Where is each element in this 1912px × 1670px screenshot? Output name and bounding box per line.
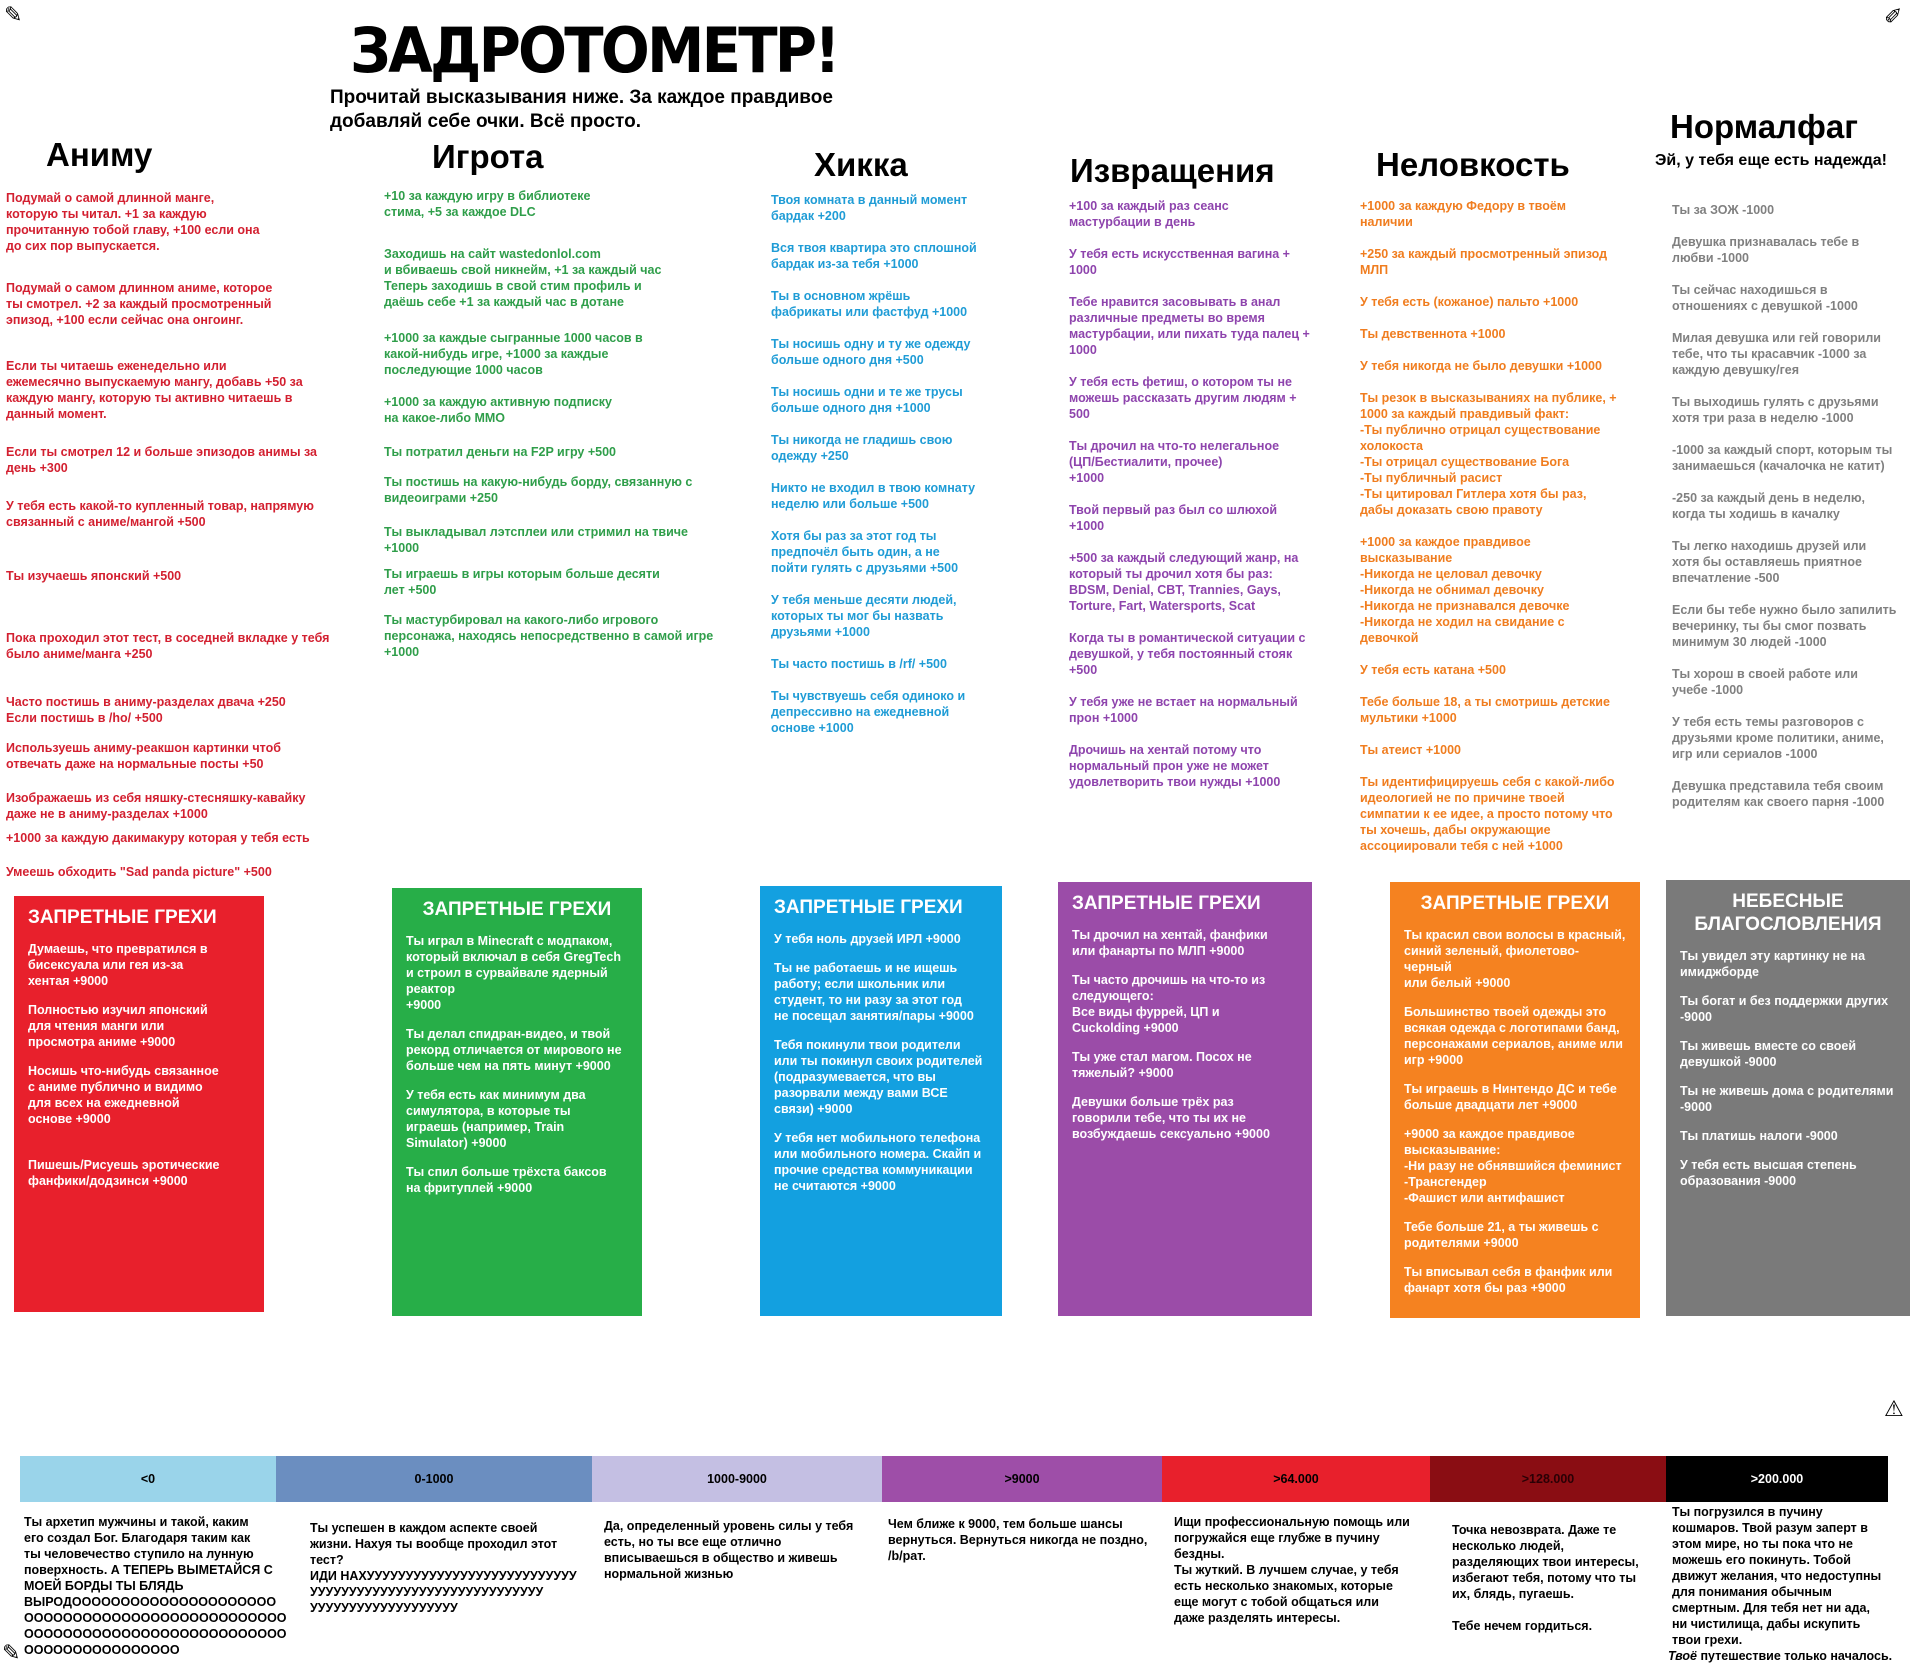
list-item: Ты атеист +1000 — [1360, 743, 1461, 757]
column-title-games: Игрота — [432, 138, 544, 175]
list-item: Ты платишь налоги -9000 — [1680, 1129, 1838, 1143]
list-item: У тебя есть высшая степень образования -9000 — [1680, 1158, 1857, 1188]
scale-segment-over-64000 — [1162, 1456, 1430, 1502]
list-item: Никто не входил в твою комнату неделю или больше +500 — [771, 481, 976, 511]
list-item: Ты в основном жрёшь фабрикаты или фастфуд +1000 — [771, 289, 968, 319]
list-item: Ты потратил деньги на F2P игру +500 — [384, 445, 616, 459]
scale-description: Точка невозврата. Даже те несколько людей, разделяющих твои интересы, избегают тебя, потому что ты их, блядь, пугаешь. Тебе нечем гордиться. — [1452, 1523, 1639, 1633]
list-item: Тебя покинули твои родители или ты покинул своих родителей (подразумевается, что вы разорвали между вами ВСЕ связи) +9000 — [774, 1038, 983, 1116]
list-item: Полностью изучил японский для чтения манги или просмотра аниме +9000 — [28, 1003, 208, 1049]
list-item: Милая девушка или гей говорили тебе, что ты красавчик -1000 за каждую девушку/гея — [1672, 331, 1881, 377]
list-item: Ты делал спидран-видео, и твой рекорд отличается от мирового не больше чем на пять минут +9000 — [406, 1027, 622, 1073]
list-item: Тебе больше 21, а ты живешь с родителями +9000 — [1404, 1220, 1599, 1250]
scale-description: Чем ближе к 9000, тем больше шансы вернуться. Вернуться никогда не поздно, /b/рат. — [888, 1517, 1148, 1563]
scale-label: >9000 — [1004, 1472, 1040, 1486]
list-item: Умеешь обходить "Sad panda picture" +500 — [6, 865, 272, 879]
list-item: Изображаешь из себя няшку-стесняшку-кавайку даже не в аниму-разделах +1000 — [6, 791, 306, 821]
scale-label: 0-1000 — [414, 1472, 454, 1486]
corner-doodle-icon: ⚠ — [1884, 1396, 1904, 1421]
list-item: Ты за ЗОЖ -1000 — [1672, 203, 1775, 217]
final-note-italic: Твоё — [1668, 1649, 1697, 1663]
list-item: Ты часто постишь в /rf/ +500 — [771, 657, 947, 671]
list-item: Подумай о самой длинной манге, которую ты читал. +1 за каждую прочитанную тобой главу, +100 если она до сих пор выпускается. — [6, 191, 260, 253]
list-item: +1000 за каждую активную подписку на какое-либо ММО — [384, 395, 613, 425]
list-item: Ты носишь одну и ту же одежду больше одного дня +500 — [771, 337, 971, 367]
list-item: Девушка признавалась тебе в любви -1000 — [1672, 235, 1860, 265]
list-item: Ты увидел эту картинку не на имиджборде — [1680, 949, 1866, 979]
forbidden-sins-anime-box — [14, 896, 264, 1312]
list-item: Ты постишь на какую-нибудь борду, связанную с видеоиграми +250 — [384, 475, 693, 505]
list-item: Ты уже стал магом. Посох не тяжелый? +9000 — [1072, 1050, 1252, 1080]
list-item: Ты вписывал себя в фанфик или фанарт хотя бы раз +9000 — [1404, 1265, 1613, 1295]
scale-segment-below-zero — [20, 1456, 276, 1502]
box-title: ЗАПРЕТНЫЕ ГРЕХИ — [774, 897, 963, 918]
list-item: Носишь что-нибудь связанное с аниме публично и видимо для всех на ежедневной основе +9000 — [28, 1064, 219, 1126]
list-item: Пишешь/Рисуешь эротические фанфики/додзинси +9000 — [28, 1158, 220, 1188]
list-item: Ты часто дрочишь на что-то из следующего: Все виды фуррей, ЦП и Cuckolding +9000 — [1072, 973, 1266, 1035]
column-title-normalfag: Нормалфаг — [1670, 108, 1858, 145]
corner-doodle-icon: ✐ — [1884, 4, 1903, 29]
list-item: Ты не работаешь и не ищешь работу; если школьник или студент, то ни разу за этот год не посещал занятия/пары +9000 — [774, 961, 974, 1023]
column-title-awkwardness: Неловкость — [1376, 146, 1570, 183]
scale-segment-over-200000 — [1666, 1456, 1888, 1502]
list-item: Если ты смотрел 12 и больше эпизодов анимы за день +300 — [6, 445, 318, 475]
list-item: Ты мастурбировал на какого-либо игрового персонажа, находясь непосредственно в самой игре +1000 — [384, 613, 714, 659]
list-item: +9000 за каждое правдивое высказывание: -Ни разу не обнявшийся феминист -Трансгендер -Фашист или антифашист — [1404, 1127, 1622, 1205]
list-item: Ты чувствуешь себя одиноко и депрессивно на ежедневной основе +1000 — [771, 689, 966, 735]
list-item: У тебя никогда не было девушки +1000 — [1360, 359, 1602, 373]
list-item: +1000 за каждую дакимакуру которая у тебя есть — [6, 831, 310, 845]
list-item: Ты выкладывал лэтсплеи или стримил на твиче +1000 — [384, 525, 688, 555]
list-item: Используешь аниму-реакшон картинки чтоб отвечать даже на нормальные посты +50 — [6, 741, 281, 771]
list-item: У тебя есть искусственная вагина + 1000 — [1069, 247, 1290, 277]
list-item: Ты дрочил на что-то нелегальное (ЦП/Бестиалити, прочее) +1000 — [1069, 439, 1280, 485]
list-item: Ты никогда не гладишь свою одежду +250 — [771, 433, 953, 463]
list-item: Ты дрочил на хентай, фанфики или фанарты по МЛП +9000 — [1072, 928, 1268, 958]
list-item: Ты выходишь гулять с друзьями хотя три раза в неделю -1000 — [1672, 395, 1879, 425]
list-item: +500 за каждый следующий жанр, на который ты дрочил хотя бы раз: BDSM, Denial, CBT, Trannies, Gays, Torture, Fart, Watersports, Scat — [1069, 551, 1299, 613]
list-item: +10 за каждую игру в библиотеке стима, +5 за каждое DLC — [384, 189, 591, 219]
list-item: Если бы тебе нужно было запилить вечеринку, ты бы смог позвать минимум 30 людей -1000 — [1672, 603, 1897, 649]
scale-description: Ты архетип мужчины и такой, каким его создал Бог. Благодаря таким как ты человечество ступило на лунную поверхность. А ТЕПЕРЬ ВЫМЕТАЙСЯ С МОЕЙ БОРДЫ ТЫ БЛЯДЬ ВЫРОДООООООООООООООООООООО ООООООООООООООООООООООООООО ООООООООООООООООООООООООООО ОООООООООООООООО — [24, 1515, 287, 1657]
box-title: ЗАПРЕТНЫЕ ГРЕХИ — [28, 907, 217, 928]
scale-description: Ищи профессиональную помощь или погружайся еще глубже в пучину бездны. Ты жуткий. В лучшем случае, у тебя есть несколько знакомых, которые еще могут с тобой общаться или даже разделять интересы. — [1174, 1515, 1410, 1625]
box-title: ЗАПРЕТНЫЕ ГРЕХИ — [1420, 893, 1610, 914]
list-item: У тебя есть темы разговоров с друзьями кроме политики, аниме, игр или сериалов -1000 — [1672, 715, 1884, 761]
list-item: Когда ты в романтической ситуации с девушкой, у тебя постоянный стояк +500 — [1069, 631, 1306, 677]
page-title: ЗАДРОТОМЕТР! — [350, 14, 838, 87]
list-item: Пока проходил этот тест, в соседней вкладке у тебя было аниме/манга +250 — [6, 631, 330, 661]
list-item: У тебя есть катана +500 — [1360, 663, 1506, 677]
list-item: У тебя есть (кожаное) пальто +1000 — [1360, 295, 1579, 309]
list-item: Девушки больше трёх раз говорили тебе, что ты их не возбуждаешь сексуально +9000 — [1072, 1095, 1270, 1141]
list-item: У тебя есть фетиш, о котором ты не можешь рассказать другим людям + 500 — [1069, 375, 1297, 421]
scale-description: Да, определенный уровень силы у тебя есть, но ты все еще отлично вписываешься в общество и живешь нормальной жизнью — [604, 1519, 854, 1581]
scale-label: >64.000 — [1273, 1472, 1319, 1486]
perversions-items — [1069, 198, 1334, 802]
heavenly-blessings-box — [1666, 880, 1910, 1316]
list-item: Вся твоя квартира это сплошной бардак из-за тебя +1000 — [771, 241, 977, 271]
list-item: Ты сейчас находишься в отношениях с девушкой -1000 — [1672, 283, 1858, 313]
list-item: Если ты читаешь еженедельно или ежемесячно выпускаемую мангу, добавь +50 за каждую мангу, которую ты активно читаешь в данный момент. — [6, 359, 303, 421]
box-title: НЕБЕСНЫЕ БЛАГОСЛОВЛЕНИЯ — [1694, 891, 1882, 935]
scale-label: 1000-9000 — [707, 1472, 767, 1486]
scale-segment-0-1000 — [276, 1456, 592, 1502]
list-item: У тебя меньше десяти людей, которых ты мог бы назвать друзьями +1000 — [771, 593, 957, 639]
list-item: Ты не живешь дома с родителями -9000 — [1680, 1084, 1894, 1114]
forbidden-sins-games-box — [392, 888, 642, 1316]
list-item: Ты носишь одни и те же трусы больше одного дня +1000 — [771, 385, 963, 415]
list-item: Ты идентифицируешь себя с какой-либо идеологией не по причине твоей симпатии к ее идее, а просто потому что ты хочешь, дабы окружающие ассоциировали тебя с ней +1000 — [1360, 775, 1615, 853]
list-item: +250 за каждый просмотренный эпизод МЛП — [1360, 247, 1608, 277]
anime-items — [6, 190, 356, 892]
list-item: У тебя уже не встает на нормальный прон +1000 — [1069, 695, 1298, 725]
list-item: +1000 за каждое правдивое высказывание -Никогда не целовал девочку -Никогда не обнимал девочку -Никогда не признавался девочке -Никогда не ходил на свидание с девочкой — [1360, 535, 1570, 645]
list-item: +100 за каждый раз сеанс мастурбации в день — [1069, 199, 1229, 229]
final-note — [1668, 1649, 1892, 1663]
forbidden-sins-perversions-box — [1058, 882, 1312, 1316]
scale-label: >200.000 — [1750, 1472, 1804, 1486]
normalfag-items — [1672, 202, 1908, 822]
scale-description: Ты погрузился в пучину кошмаров. Твой разум заперт в этом мире, но ты пока что не можешь его покинуть. Тобой движут желания, что недоступны для понимания обычным смертным. Для тебя нет ни ада, ни чистилища, дабы искупить твои грехи. — [1672, 1505, 1882, 1647]
list-item: Заходишь на сайт wastedonlol.com и вбиваешь свой никнейм, +1 за каждый час Теперь заходишь в свой стим профиль и даёшь себе +1 за каждый час в дотане — [384, 247, 662, 309]
list-item: +1000 за каждые сыгранные 1000 часов в какой-нибудь игре, +1000 за каждые последующие 1000 часов — [384, 331, 643, 377]
box-title: ЗАПРЕТНЫЕ ГРЕХИ — [422, 899, 612, 920]
scale-label: >128.000 — [1521, 1472, 1575, 1486]
list-item: Ты играл в Minecraft с модпаком, который включал в себя GregTech и строил в сурвайвале ядерный реактор +9000 — [406, 934, 621, 1012]
list-item: У тебя нет мобильного телефона или мобильного номера. Скайп и прочие средства коммуникации не считаются +9000 — [774, 1131, 982, 1193]
hikka-items — [771, 192, 1011, 748]
scale-label: <0 — [140, 1472, 156, 1486]
list-item: Хотя бы раз за этот год ты предпочёл быть один, а не пойти гулять с друзьями +500 — [771, 529, 959, 575]
games-items — [384, 188, 744, 672]
list-item: Дрочишь на хентай потому что нормальный прон уже не может удовлетворить твои нужды +1000 — [1069, 743, 1281, 789]
list-item: Ты играешь в Нинтендо ДС и тебе больше двадцати лет +9000 — [1404, 1082, 1617, 1112]
list-item: Думаешь, что превратился в бисексуала или гея из-за хентая +9000 — [28, 942, 208, 988]
column-title-perversions: Извращения — [1070, 152, 1275, 189]
forbidden-sins-hikka-box — [760, 886, 1002, 1316]
list-item: Подумай о самом длинном аниме, которое ты смотрел. +2 за каждый просмотренный эпизод, +100 если сейчас она онгоинг. — [6, 281, 273, 327]
scale-segment-over-128000 — [1430, 1456, 1666, 1502]
list-item: Твой первый раз был со шлюхой +1000 — [1069, 503, 1278, 533]
list-item: Часто постишь в аниму-разделах двача +250 Если постишь в /ho/ +500 — [6, 695, 286, 725]
list-item: Ты спил больше трёхста баксов на фритуплей +9000 — [406, 1165, 607, 1195]
forbidden-sins-awkwardness-box — [1390, 882, 1640, 1318]
scale-segment-1000-9000 — [592, 1456, 882, 1502]
list-item: Твоя комната в данный момент бардак +200 — [771, 193, 968, 223]
list-item: Ты живешь вместе со своей девушкой -9000 — [1680, 1039, 1857, 1069]
column-title-anime: Аниму — [46, 136, 153, 173]
page-subtitle: Прочитай высказывания ниже. За каждое правдивое добавляй себе очки. Всё просто. — [330, 87, 833, 132]
list-item: -250 за каждый день в неделю, когда ты ходишь в качалку — [1672, 491, 1866, 521]
box-title: ЗАПРЕТНЫЕ ГРЕХИ — [1072, 893, 1261, 914]
list-item: Ты изучаешь японский +500 — [6, 569, 182, 583]
list-item: Ты легко находишь друзей или хотя бы оставляешь приятное впечатление -500 — [1672, 539, 1867, 585]
corner-doodle-icon: ✎ — [4, 2, 23, 27]
list-item: У тебя есть как минимум два симулятора, в которые ты играешь (например, Train Simulator) +9000 — [406, 1088, 586, 1150]
list-item: У тебя ноль друзей ИРЛ +9000 — [774, 932, 961, 946]
scale-segment-over-9000 — [882, 1456, 1162, 1502]
list-item: Тебе больше 18, а ты смотришь детские мультики +1000 — [1360, 695, 1610, 725]
list-item: Ты играешь в игры которым больше десяти лет +500 — [384, 567, 660, 597]
list-item: Большинство твоей одежды это всякая одежда с логотипами банд, персонажами сериалов, аниме или игр +9000 — [1404, 1005, 1623, 1067]
column-subtitle-normalfag: Эй, у тебя еще есть надежда! — [1655, 152, 1888, 169]
list-item: Ты богат и без поддержки других -9000 — [1680, 994, 1889, 1024]
list-item: Девушка представила тебя своим родителям как своего парня -1000 — [1672, 779, 1885, 809]
list-item: Ты девственнота +1000 — [1360, 327, 1506, 341]
list-item: Ты резок в высказываниях на публике, + 1000 за каждый правдивый факт: -Ты публично отрицал существование холокоста -Ты отрицал существование Бога -Ты публичный расист -Ты цитировал Гитлера хотя бы раз, дабы доказать свою правоту — [1360, 391, 1617, 517]
awkwardness-items — [1360, 198, 1650, 866]
column-title-hikka: Хикка — [814, 146, 908, 183]
list-item: Ты красил свои волосы в красный, синий зеленый, фиолетово-черный или белый +9000 — [1404, 928, 1626, 990]
final-note-text: путешествие только началось. — [1697, 1649, 1893, 1663]
list-item: У тебя есть какой-то купленный товар, напрямую связанный с аниме/мангой +500 — [6, 499, 314, 529]
corner-doodle-icon: ✎ — [2, 1640, 21, 1665]
list-item: +1000 за каждую Федору в твоём наличии — [1360, 199, 1567, 229]
scale-description: Ты успешен в каждом аспекте своей жизни. Нахуя ты вообще проходил этот тест? ИДИ НАХУУУУУУУУУУУУУУУУУУУУУУУУУУУ УУУУУУУУУУУУУУУУУУУУУУУУУУУУУУ УУУУУУУУУУУУУУУУУУУ — [310, 1521, 577, 1615]
list-item: Ты хорош в своей работе или учебе -1000 — [1672, 667, 1858, 697]
list-item: Тебе нравится засовывать в анал различные предметы во время мастурбации, или пихать туда палец + 1000 — [1069, 295, 1310, 357]
list-item: -1000 за каждый спорт, которым ты занимаешься (качалочка не катит) — [1672, 443, 1893, 473]
